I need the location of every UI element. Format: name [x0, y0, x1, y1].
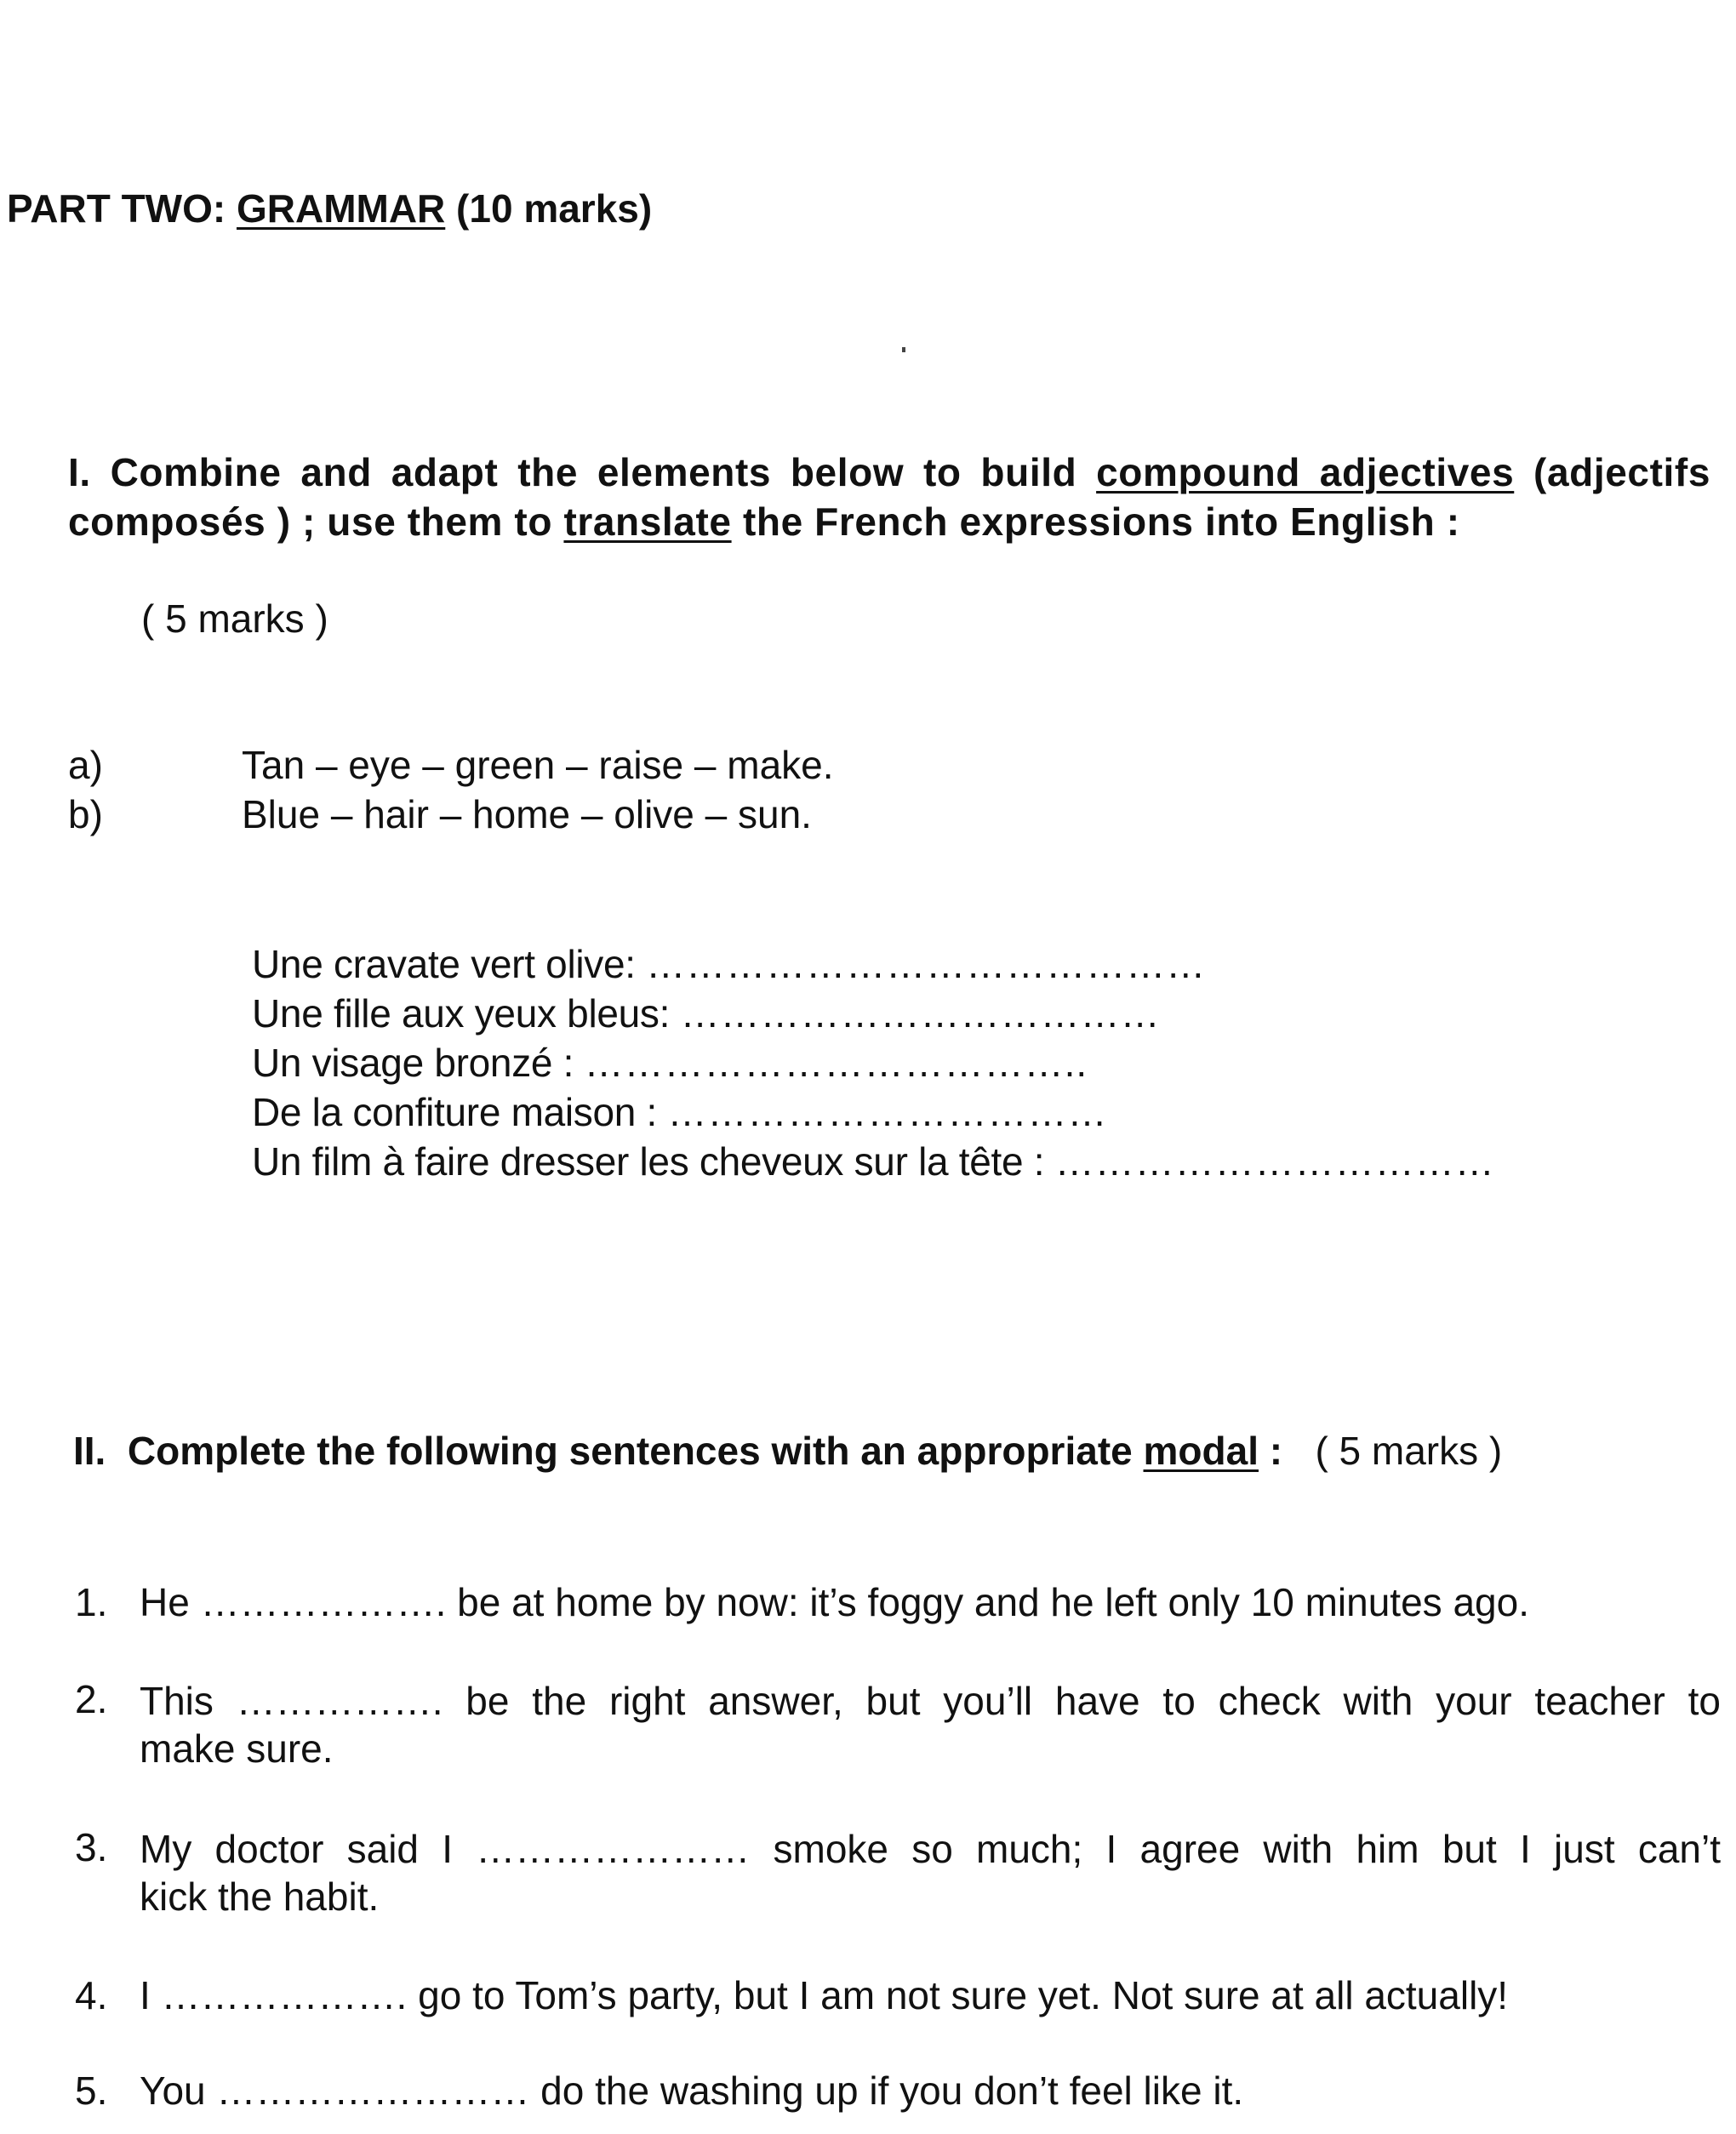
section2-underlined: modal — [1143, 1429, 1259, 1473]
question-number: 5. — [75, 2068, 108, 2113]
section1-marks: ( 5 marks ) — [141, 596, 328, 641]
answer-blank[interactable]: ……………………………… — [680, 991, 1161, 1036]
section2-text-b: : — [1258, 1429, 1283, 1473]
word-list-letter-b: b) — [68, 792, 103, 836]
expression-row — [252, 990, 1161, 1036]
question-text: This ……………. be the right answer, but you’ll have to check with your teacher to — [140, 1679, 1721, 1723]
part-heading-title: GRAMMAR — [236, 186, 446, 231]
expression-french: Une fille aux yeux bleus: — [252, 991, 671, 1036]
question-number: 3. — [75, 1825, 108, 1869]
part-heading — [7, 185, 652, 231]
question-text-continued: kick the habit. — [140, 1874, 380, 1919]
word-list-a: Tan – eye – green – raise – make. — [242, 743, 834, 787]
part-heading-marks: (10 marks) — [445, 186, 653, 231]
answer-blank[interactable]: …………………………………… — [646, 942, 1207, 986]
word-list-letter-a: a) — [68, 743, 103, 787]
section1-text-c: the French expressions into English : — [731, 499, 1460, 544]
answer-blank[interactable]: ……………………………….. — [584, 1041, 1088, 1085]
section1-text-a: Combine and adapt the elements below to build — [110, 450, 1097, 494]
section2-numeral: II. — [73, 1429, 106, 1473]
word-list-b: Blue – hair – home – olive – sun. — [242, 792, 812, 836]
question-number: 2. — [75, 1677, 108, 1721]
section1-text-b: (adjectifs composés ) ; use them to — [68, 450, 1710, 544]
section1-underlined-b: translate — [563, 499, 732, 544]
expression-french: De la confiture maison : — [252, 1090, 658, 1134]
expression-row — [252, 1138, 1495, 1184]
scan-speck — [902, 347, 905, 352]
question-number: 4. — [75, 1973, 108, 2017]
question-text: My doctor said I ………………… smoke so much; I agree with him but I just can’t — [140, 1827, 1721, 1871]
expression-french: Un visage bronzé : — [252, 1041, 574, 1085]
section1-underlined-a: compound adjectives — [1096, 450, 1515, 494]
question-text: You …………………… do the washing up if you don’t feel like it. — [140, 2068, 1244, 2113]
expression-row — [252, 1040, 1088, 1086]
section1-instruction — [68, 448, 1710, 546]
expression-french: Une cravate vert olive: — [252, 942, 636, 986]
question-number: 1. — [75, 1580, 108, 1624]
answer-blank[interactable]: …………………………… — [667, 1090, 1108, 1134]
answer-blank[interactable]: …………………………… — [1054, 1139, 1495, 1184]
section2-marks: ( 5 marks ) — [1315, 1429, 1503, 1473]
question-text: I ………………. go to Tom’s party, but I am not sure yet. Not sure at all actually! — [140, 1973, 1509, 2017]
expression-french: Un film à faire dresser les cheveux sur la tête : — [252, 1139, 1045, 1184]
expression-row — [252, 1089, 1108, 1135]
section1-numeral: I. — [68, 450, 91, 494]
question-text: He ………………. be at home by now: it’s foggy and he left only 10 minutes ago. — [140, 1580, 1529, 1624]
section2-text-a: Complete the following sentences with an appropriate — [127, 1429, 1144, 1473]
part-heading-prefix: PART TWO: — [7, 186, 237, 231]
section2-heading — [73, 1428, 1502, 1474]
expression-row — [252, 941, 1206, 987]
question-text-continued: make sure. — [140, 1726, 334, 1771]
